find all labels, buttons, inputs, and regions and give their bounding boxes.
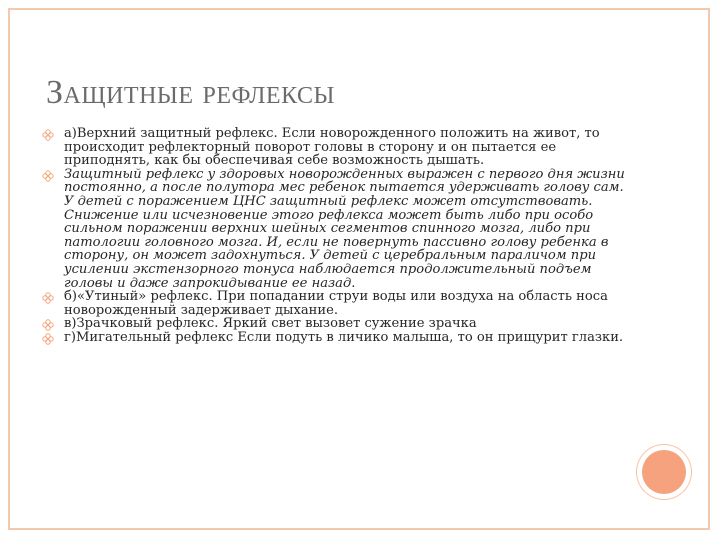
- list-item: [42, 331, 632, 345]
- flower-bullet-icon: [42, 319, 54, 331]
- bullet-text: б)«Утиный» рефлекс. При попадании струи воды или воздуха на область носа новорожденный задерживает дыхание.: [64, 289, 608, 318]
- decorative-circle: [642, 450, 686, 494]
- slide-title: Защитные рефлексы: [46, 74, 335, 111]
- list-item: [42, 317, 632, 331]
- list-item: [42, 127, 632, 168]
- bullet-list: [42, 127, 632, 345]
- bullet-text: г)Мигательный рефлекс Если подуть в личико малыша, то он прищурит глазки.: [64, 329, 624, 345]
- flower-bullet-icon: [42, 170, 54, 182]
- bullet-text: Защитный рефлекс у здоровых новорожденных выражен с первого дня жизни постоянно, а после полутора мес ребенок пытается удерживать голову сам. У детей с поражением ЦНС защитный рефлекс может отсутствовать. Снижение или исчезновение этого рефлекса может быть либо при особо сильном поражении верхних шейных сегментов спинного мозга, либо при патологии головного мозга. И, если не повернуть пассивно голову ребенка в сторону, он может задохнуться. У детей с церебральным параличом при усилении экстензорного тонуса наблюдается продолжительный подъем головы и даже запрокидывание ее назад.: [64, 166, 625, 291]
- bullet-text: в)Зрачковый рефлекс. Яркий свет вызовет сужение зрачка: [64, 316, 477, 332]
- list-item: [42, 168, 632, 290]
- flower-bullet-icon: [42, 333, 54, 345]
- bullet-text: а)Верхний защитный рефлекс. Если новорожденного положить на живот, то происходит рефлекторный поворот головы в сторону и он пытается ее приподнять, как бы обеспечивая себе возможность дышать.: [64, 126, 600, 169]
- list-item: [42, 290, 632, 317]
- flower-bullet-icon: [42, 129, 54, 141]
- flower-bullet-icon: [42, 292, 54, 304]
